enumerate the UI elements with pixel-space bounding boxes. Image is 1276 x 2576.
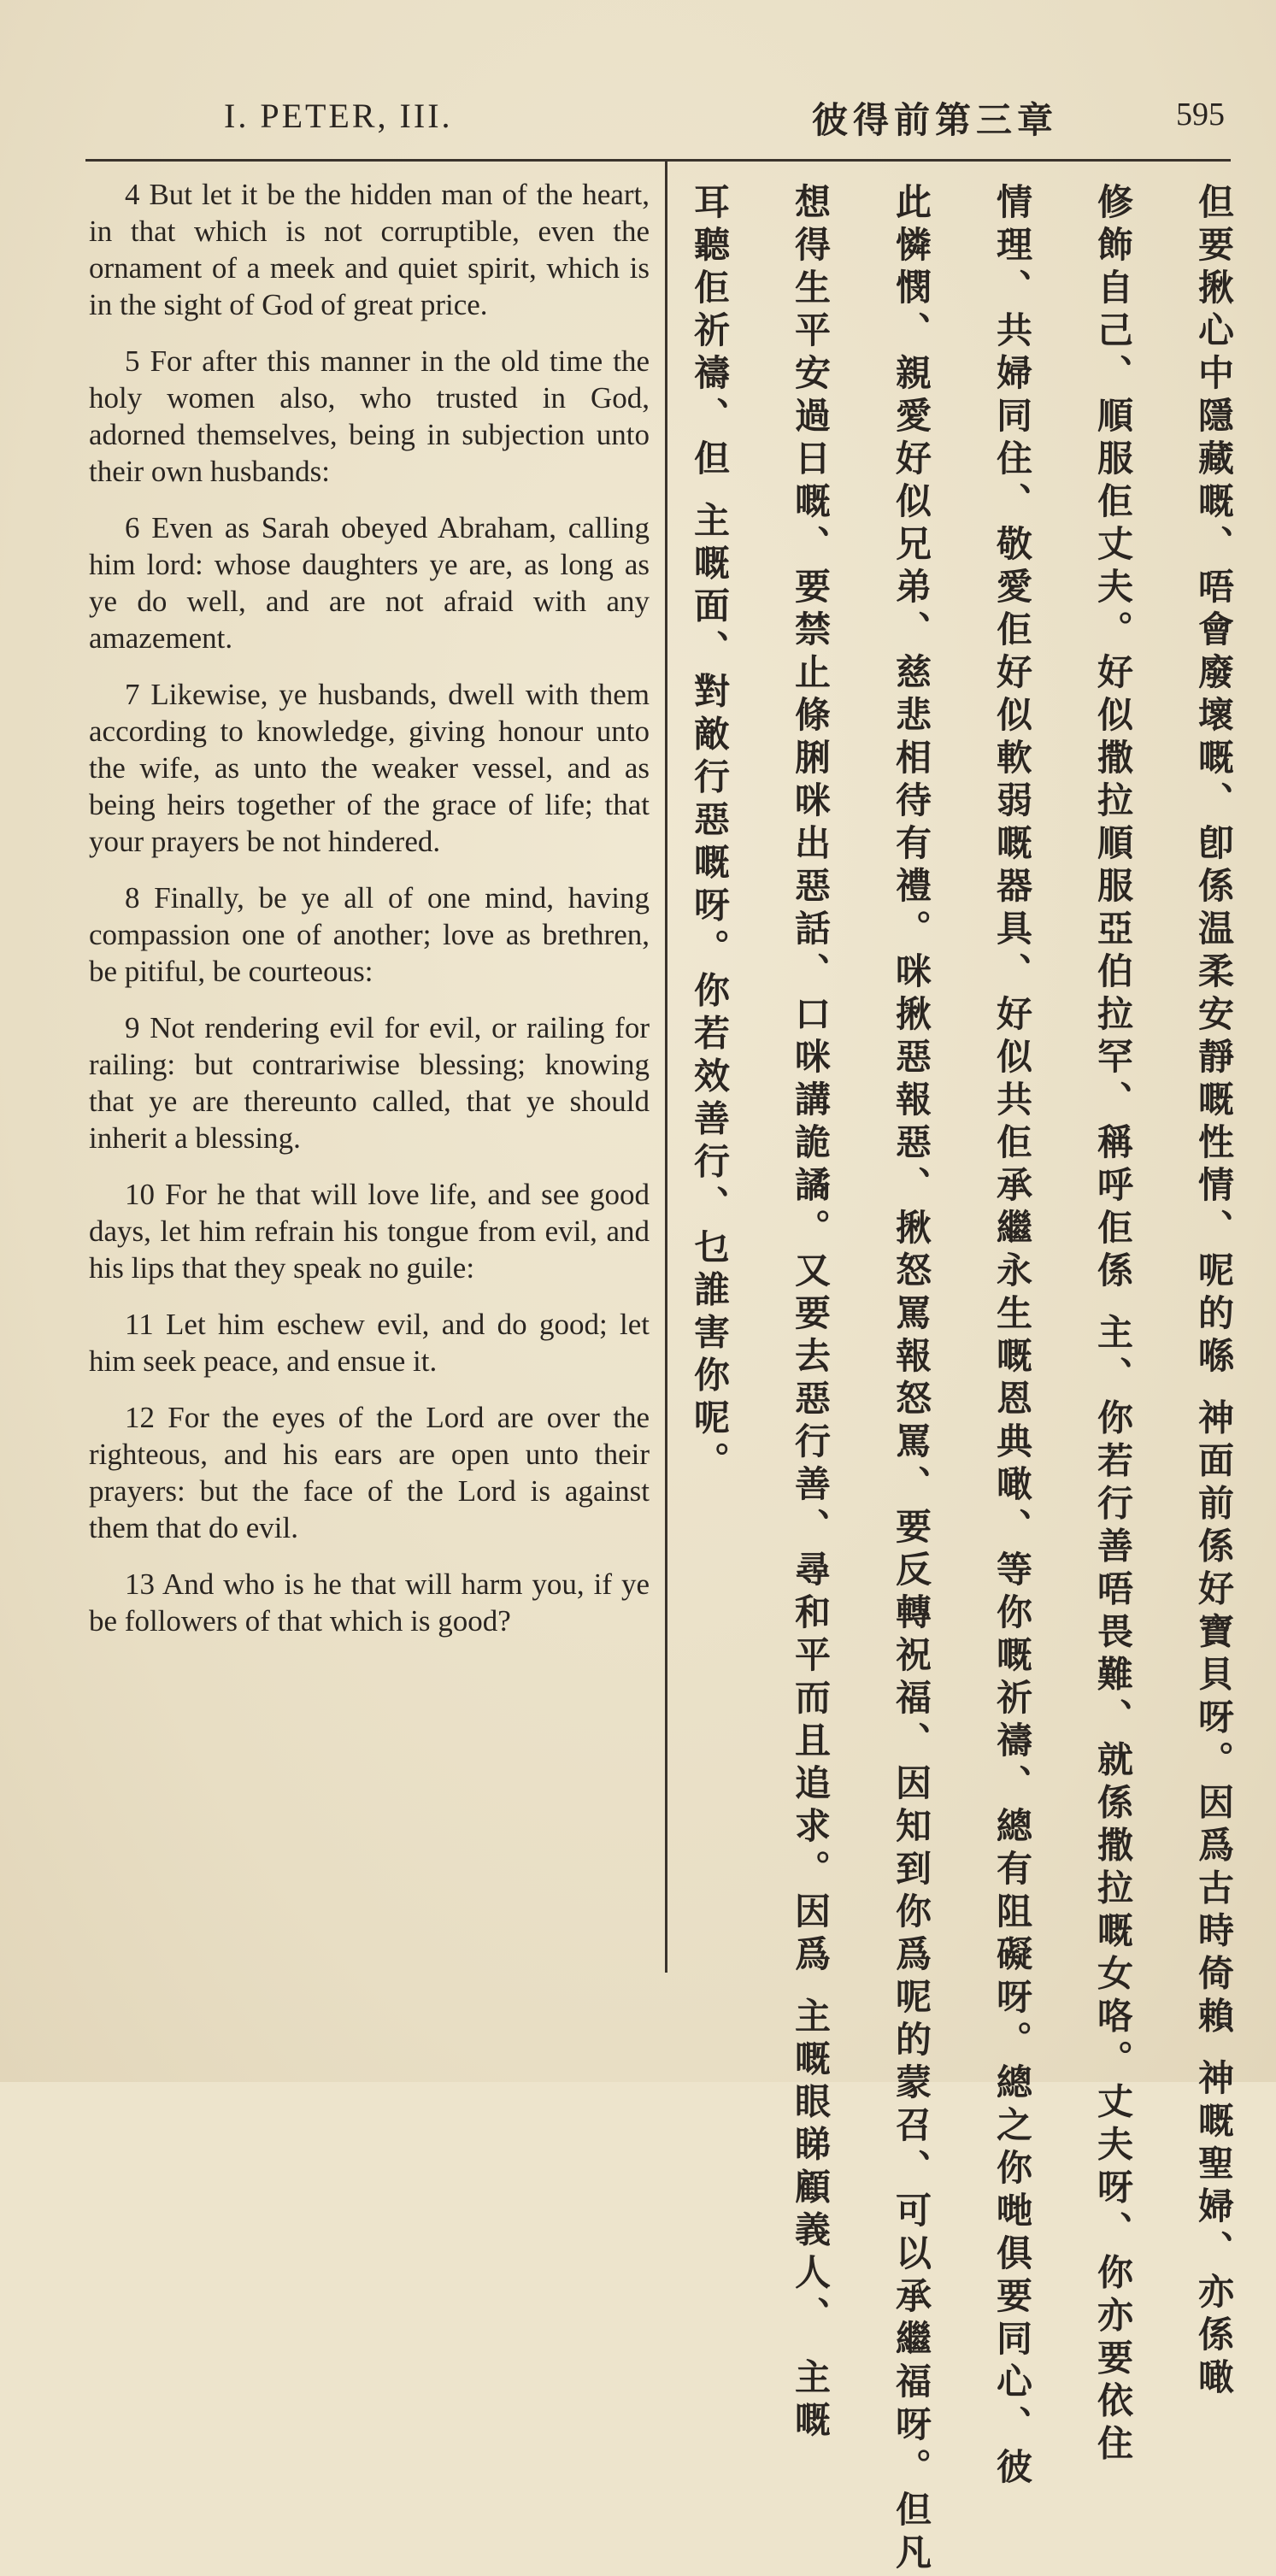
verse-10: 10 For he that will love life, and see good days, let him refrain his tongue from evil, and his lips that they speak no guile: <box>89 1178 650 1285</box>
chinese-line: 情理、共婦同住、敬愛佢好似軟弱嘅器具、好似共佢承繼永生嘅恩典噉、等你嘅祈禱、總有阻礙呀。總之你哋俱要同心、彼 <box>991 183 1033 2491</box>
verse-9: 9 Not rendering evil for evil, or railing for railing: but contrariwise blessing; knowing that ye are thereunto called, that ye should inherit a blessing. <box>89 1011 650 1155</box>
page-number: 595 <box>1176 97 1225 132</box>
english-text-column <box>89 176 650 1659</box>
chinese-line: 修飾自己、順服佢丈夫。好似撒拉順服亞伯拉罕、稱呼佢係 主、你若行善唔畏難、就係撒拉嘅女咯。丈夫呀、你亦要依住 <box>1092 183 1134 2467</box>
verse-7: 7 Likewise, ye husbands, dwell with them according to knowledge, giving honour unto the wife, as unto the weaker vessel, and as being heirs together of the grace of life; that your prayers be not hindered. <box>89 678 650 858</box>
verse-13: 13 And who is he that will harm you, if ye be followers of that which is good? <box>89 1567 650 1638</box>
chinese-line: 想得生平安過日嘅、要禁止條脷咪出惡話、口咪講詭譎。又要去惡行善、尋和平而且追求。因爲 主嘅眼睇顧義人、 主嘅 <box>790 183 832 2444</box>
verse-11: 11 Let him eschew evil, and do good; let him seek peace, and ensue it. <box>89 1308 650 1378</box>
running-header-chinese: 彼得前第三章 <box>812 99 1059 141</box>
chinese-line: 此憐憫、親愛好似兄弟、慈悲相待有禮。咪揪惡報惡、揪怒罵報怒罵、要反轉祝福、因知到你爲呢的蒙召、可以承繼福呀。但凡 <box>891 183 932 2576</box>
header-rule <box>85 159 1231 162</box>
verse-12: 12 For the eyes of the Lord are over the righteous, and his ears are open unto their prayers: but the face of the Lord is against them that do evil. <box>89 1401 650 1544</box>
chinese-line: 但要揪心中隱藏嘅、唔會廢壞嘅、卽係温柔安靜嘅性情、呢的喺 神面前係好寶貝呀。因爲古時倚賴 神嘅聖婦、亦係噉 <box>1193 183 1235 2402</box>
verse-6: 6 Even as Sarah obeyed Abraham, calling him lord: whose daughters ye are, as long as ye do well, and are not afraid with any amazement. <box>89 511 650 655</box>
verse-5: 5 For after this manner in the old time the holy women also, who trusted in God, adorned themselves, being in subjection unto their own husbands: <box>89 344 650 488</box>
verse-4: 4 But let it be the hidden man of the heart, in that which is not corruptible, even the ornament of a meek and quiet spirit, which is in the sight of God of great price. <box>89 178 650 321</box>
running-header-english: I. PETER, III. <box>224 97 453 135</box>
verse-8: 8 Finally, be ye all of one mind, having compassion one of another; love as brethren, be pitiful, be courteous: <box>89 881 650 988</box>
column-divider <box>665 161 667 1973</box>
chinese-line: 耳聽佢祈禱、但 主嘅面、對敵行惡嘅呀。你若效善行、乜誰害你呢。 <box>689 183 731 1485</box>
chinese-text-column <box>684 183 1239 2576</box>
